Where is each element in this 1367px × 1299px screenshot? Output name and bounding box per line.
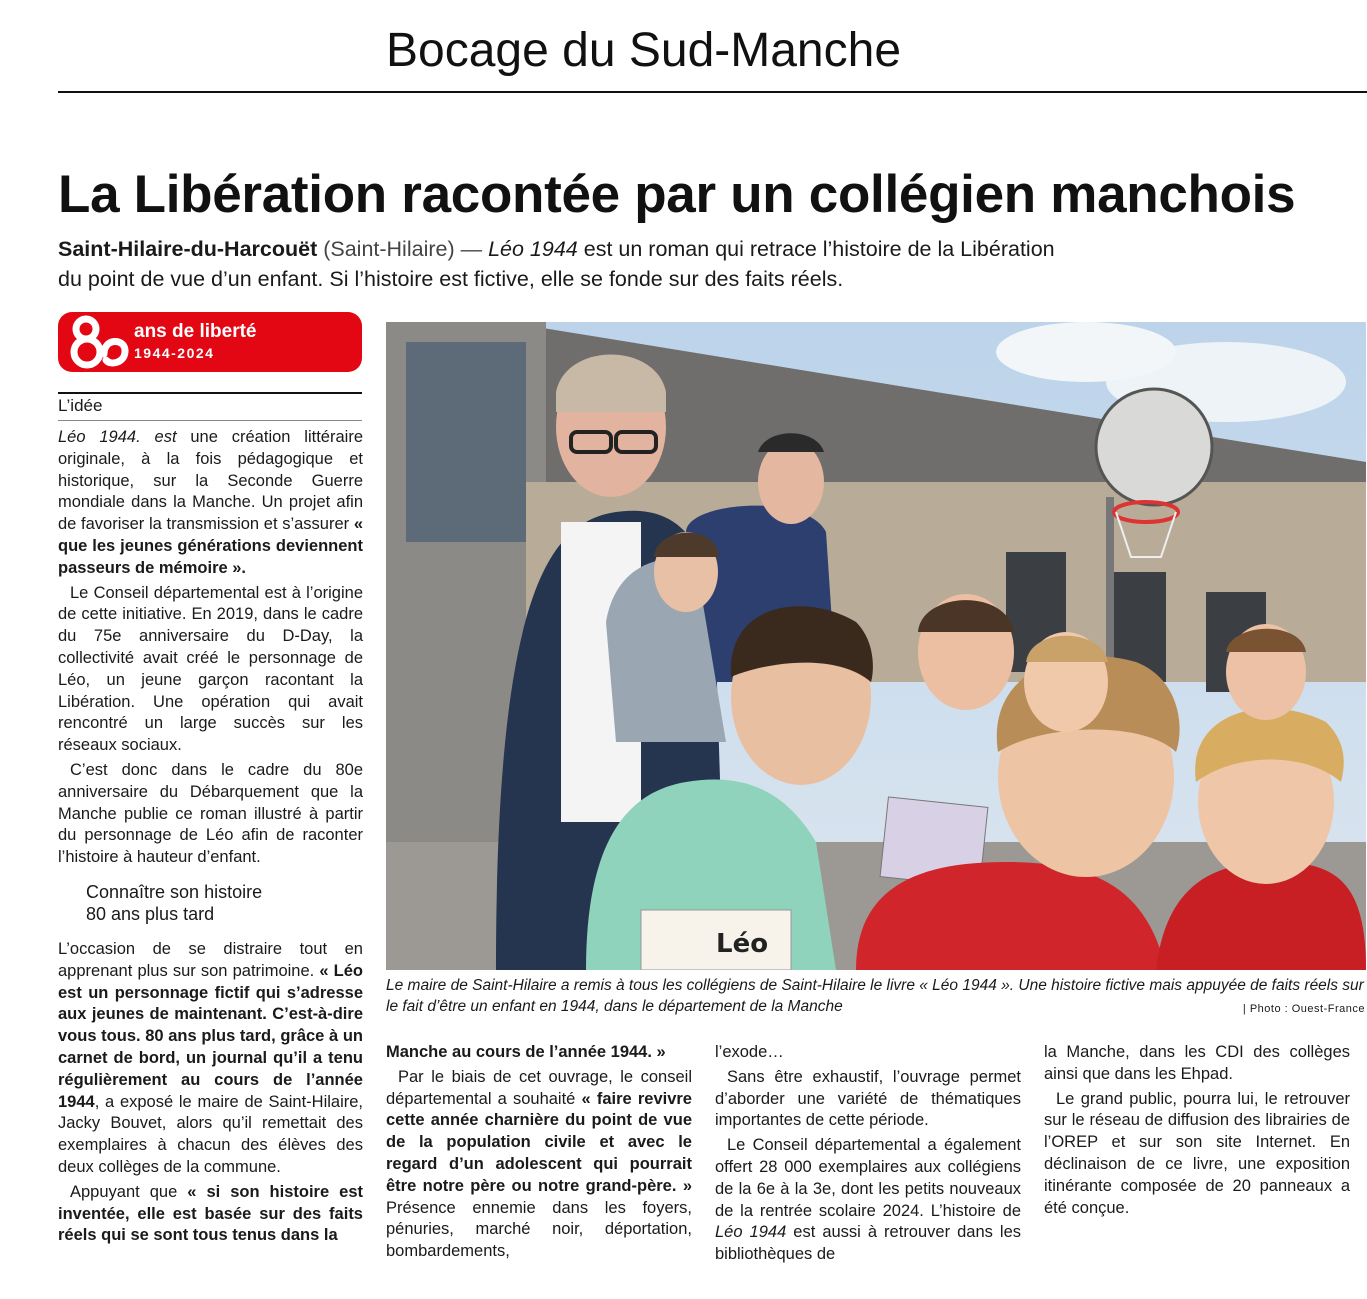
text: Présence ennemie dans les foyers, pénuries, marché noir, déportation, bombardements, <box>386 1198 692 1261</box>
subheading-line: 80 ans plus tard <box>86 903 215 924</box>
paragraph: C’est donc dans le cadre du 80e anniversaire du Débarquement que la Manche publie ce roman illustré à partir du personnage de Léo afin de raconter l’histoire à hauteur d’enfant. <box>58 760 363 867</box>
quote: « que les jeunes générations deviennent passeurs de mémoire ». <box>58 515 363 577</box>
section-divider <box>58 91 1367 93</box>
article-column-1 <box>58 427 363 1250</box>
subheading-line: Connaître son histoire <box>86 881 263 902</box>
quote: « si son histoire est inventée, elle est basée sur des faits réels qui se sont tous tenus dans la <box>58 1182 363 1245</box>
lede <box>58 234 1358 294</box>
paragraph: l’exode… <box>715 1043 784 1061</box>
quote: « faire revivre cette année charnière du point de vue de la population civile et avec le regard d’un adolescent qui pourrait être notre père ou notre grand-père. » <box>386 1089 692 1195</box>
text: est aussi à retrouver dans les bibliothèques de <box>715 1223 1021 1264</box>
subheading <box>58 881 363 925</box>
lede-place-alt: (Saint-Hilaire) — <box>317 237 489 261</box>
text: , a exposé le maire de Saint-Hilaire, Jacky Bouvet, alors qu’il remettait des exemplaires à chacun des élèves des deux collèges de la commune. <box>58 1092 363 1176</box>
paragraph: Manche au cours de l’année 1944. » <box>386 1043 666 1061</box>
photo-illustration <box>386 322 1366 970</box>
quote: « Léo est un personnage fictif qui s’adresse aux jeunes de maintenant. C’est-à-dire vous tous. 80 ans plus tard, grâce à un carnet de bord, un journal qu’il a tenu régulièrement au cours de l’année 1944 <box>58 961 363 1111</box>
article-photo <box>386 322 1366 970</box>
book-cover-title: Léo <box>716 929 769 959</box>
headline: La Libération racontée par un collégien manchois <box>58 165 1296 224</box>
paragraph: Sans être exhaustif, l’ouvrage permet d’aborder une variété de thématiques importantes de cette période. <box>715 1067 1021 1130</box>
text: Le Conseil départemental a également offert 28 000 exemplaires aux collégiens de la 6e à la 3e, dont les petits nouveaux de la rentrée scolaire 2024. L’histoire de <box>715 1136 1021 1220</box>
article-column-2 <box>386 1042 692 1266</box>
photo-caption: Le maire de Saint-Hilaire a remis à tous les collégiens de Saint-Hilaire le livre « Léo 1944 ». Une histoire fictive mais appuyée de faits réels sur le fait d’être un enfant en 1944, dans le département de la Manche <box>386 977 1364 1015</box>
paragraph: Le grand public, pourra lui, le retrouver sur le réseau de diffusion des librairies de l’OREP et sur son site Internet. En déclinaison de ce livre, une exposition itinérante composée de 20 panneaux a été conçue. <box>1044 1089 1350 1217</box>
text: Appuyant que <box>70 1182 188 1201</box>
paragraph <box>715 1135 1021 1266</box>
lede-line1: est un roman qui retrace l’histoire de la Libération <box>577 237 1055 261</box>
lede-line2: du point de vue d’un enfant. Si l’histoire est fictive, elle se fonde sur des faits réels. <box>58 267 844 291</box>
photo-credit: | Photo : Ouest-France <box>1242 1003 1365 1015</box>
text: une création littéraire originale, à la fois pédagogique et historique, sur la Seconde Guerre mondiale dans la Manche. Un projet afin de favoriser la transmission et s’assurer <box>58 428 363 534</box>
text: L’occasion de se distraire tout en apprenant plus sur son patrimoine. <box>58 939 363 980</box>
badge-years: 1944-2024 <box>134 345 215 361</box>
lede-book-title: Léo 1944 <box>488 237 578 261</box>
paragraph <box>58 427 363 580</box>
paragraph: Le Conseil départemental est à l’origine de cette initiative. En 2019, dans le cadre du 75e anniversaire du D-Day, la collectivité avait créé le personnage de Léo, un jeune garçon racontant la Libération. Une opération qui avait rencontré un large succès sur les réseaux sociaux. <box>58 583 363 755</box>
section-title: Bocage du Sud-Manche <box>386 24 902 77</box>
lede-place: Saint-Hilaire-du-Harcouët <box>58 237 318 261</box>
badge-title: ans de liberté <box>134 321 257 342</box>
paragraph <box>58 1182 363 1247</box>
text: Par le biais de cet ouvrage, le conseil départemental a souhaité <box>386 1067 692 1108</box>
paragraph: la Manche, dans les CDI des collèges ainsi que dans les Ehpad. <box>1044 1043 1350 1083</box>
book-title: Léo 1944 <box>715 1223 787 1242</box>
anniversary-badge <box>58 312 362 372</box>
eighty-logo-icon <box>68 314 130 370</box>
article-column-3 <box>715 1042 1021 1269</box>
paragraph <box>386 1067 692 1263</box>
paragraph <box>58 939 363 1179</box>
kicker-label: L’idée <box>58 396 103 415</box>
article-column-4 <box>1044 1042 1350 1222</box>
book-title: Léo 1944. est <box>58 428 177 446</box>
kicker <box>58 392 362 421</box>
